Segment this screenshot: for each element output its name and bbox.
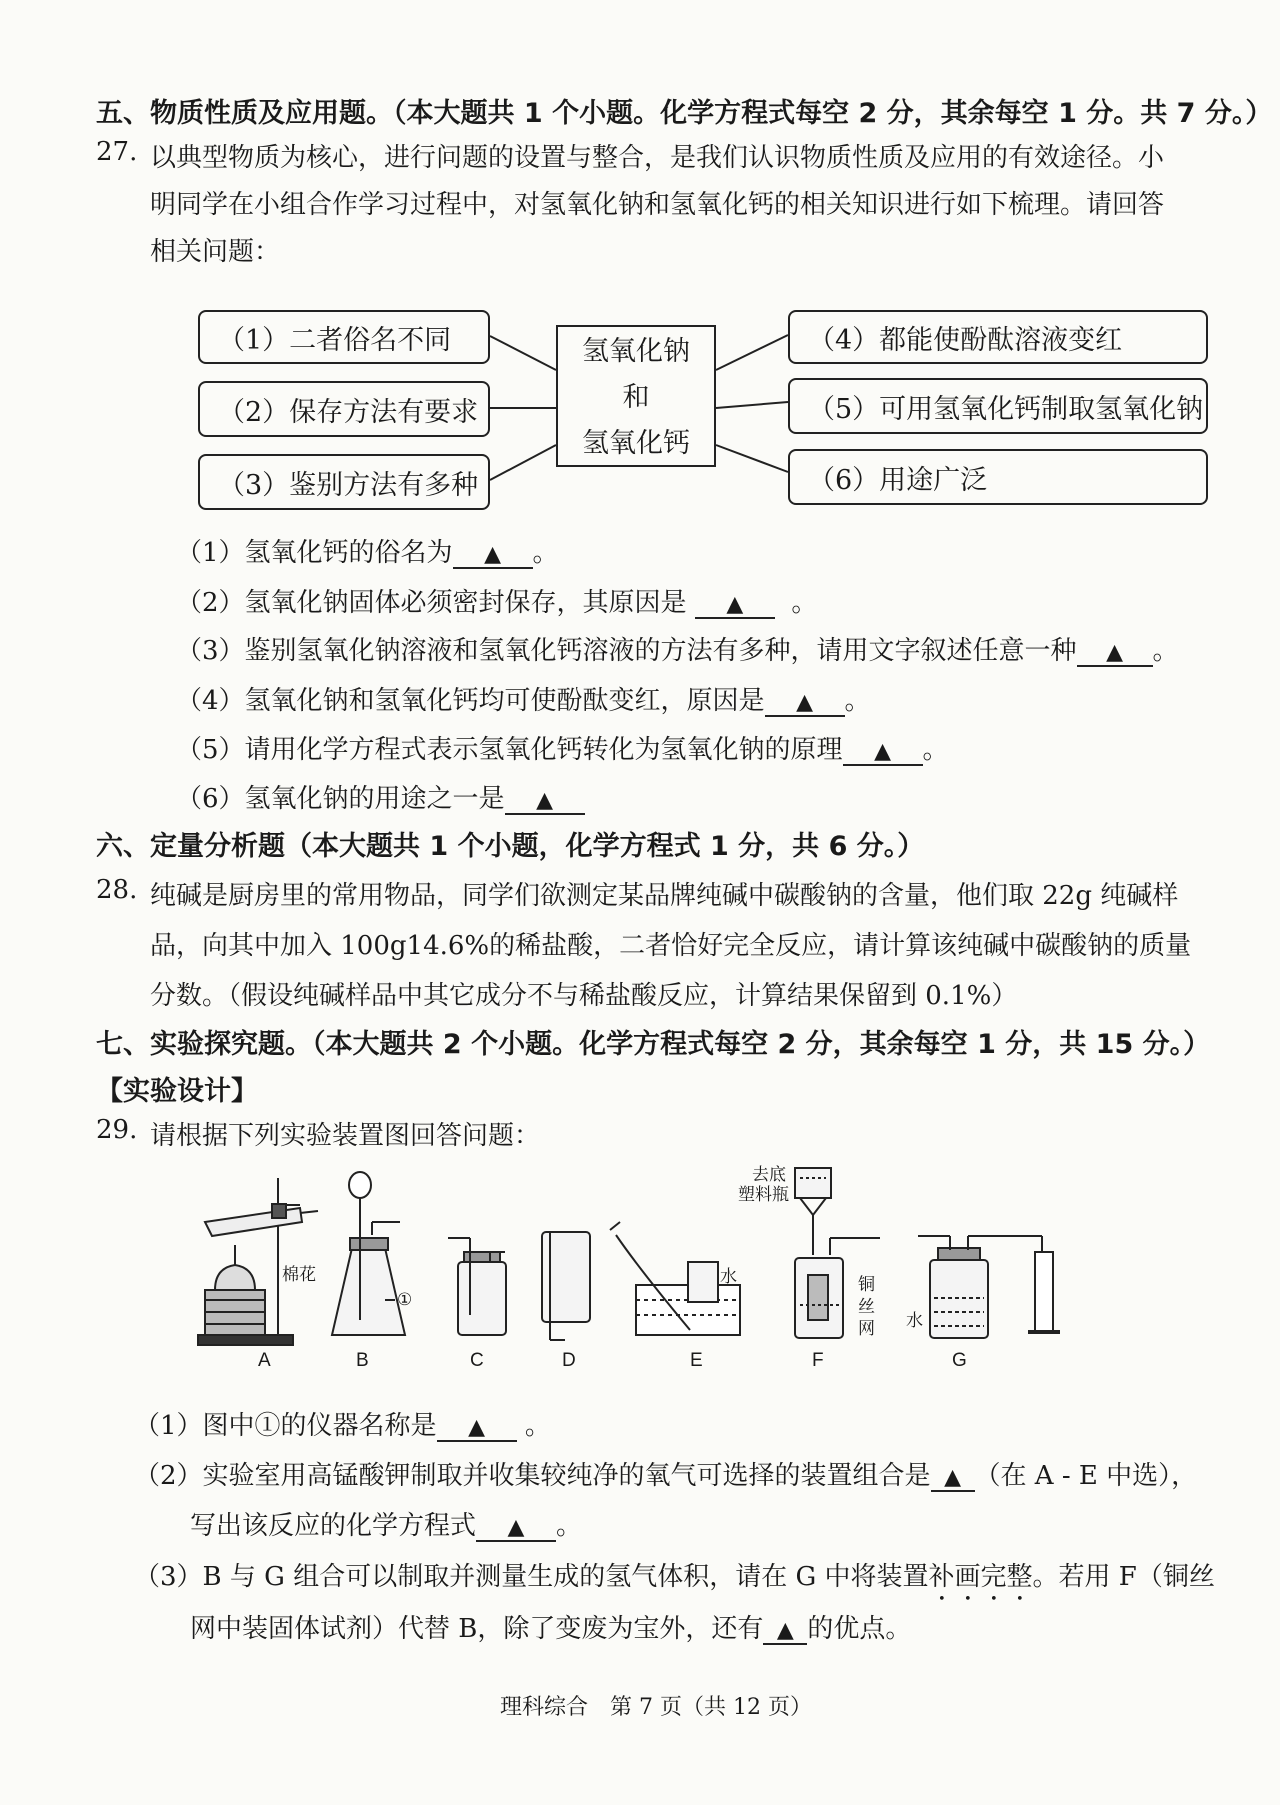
q28-text-line1: 纯碱是厨房里的常用物品，同学们欲测定某品牌纯碱中碳酸钠的含量，他们取 22g 纯碱样 <box>150 881 1179 911</box>
center-line2: 和 <box>622 382 650 413</box>
q29-sub2-line2 <box>190 1505 582 1542</box>
apparatus-label-e: E <box>690 1350 703 1371</box>
q27-sub6-text: （6）氢氧化钠的用途之一是 <box>176 784 505 814</box>
answer-blank[interactable]: ▲ <box>765 691 845 717</box>
answer-blank[interactable]: ▲ <box>1077 641 1153 667</box>
q29-sub2-text-a: （2）实验室用高锰酸钾制取并收集较纯净的氧气可选择的装置组合是 <box>134 1461 931 1491</box>
q27-text-line1: 以典型物质为核心，进行问题的设置与整合，是我们认识物质性质及应用的有效途径。小 <box>150 143 1165 173</box>
section-6-title: 六、定量分析题（本大题共 1 个小题，化学方程式 1 分，共 6 分。） <box>96 831 925 862</box>
q29-sub3-text-b: 。若用 F（铜丝 <box>1032 1562 1215 1592</box>
q27-sub2-end: 。 <box>791 588 818 618</box>
diagram-box-6: （6）用途广泛 <box>788 449 1208 505</box>
diagram-box-5: （5）可用氢氧化钙制取氢氧化钠 <box>788 378 1208 434</box>
bottle-label-line1: 去底 <box>752 1165 786 1185</box>
center-line1: 氢氧化钠 <box>582 336 690 367</box>
answer-blank[interactable]: ▲ <box>763 1619 807 1645</box>
page-footer: 理科综合 第 7 页（共 12 页） <box>500 1695 812 1720</box>
q29-intro: 请根据下列实验装置图回答问题： <box>150 1121 541 1151</box>
answer-blank[interactable]: ▲ <box>931 1466 975 1492</box>
q27-sub3-end: 。 <box>1152 636 1179 666</box>
q27-number: 27. <box>96 137 138 167</box>
diagram-box-3: （3）鉴别方法有多种 <box>198 454 490 510</box>
diagram-box-1: （1）二者俗名不同 <box>198 310 490 364</box>
apparatus-label-c: C <box>470 1350 484 1371</box>
q27-sub4-end: 。 <box>844 686 871 716</box>
q29-number: 29. <box>96 1115 138 1145</box>
q28-text-line3: 分数。（假设纯碱样品中其它成分不与稀盐酸反应，计算结果保留到 0.1%） <box>150 981 1018 1011</box>
section-7-title: 七、实验探究题。（本大题共 2 个小题。化学方程式每空 2 分，其余每空 1 分，共 15 分。） <box>96 1029 1211 1060</box>
q27-sub5-end: 。 <box>922 735 949 765</box>
water-label-g: 水 <box>906 1311 923 1331</box>
answer-blank[interactable]: ▲ <box>476 1516 556 1542</box>
q29-sub3-line2-text-b: 的优点。 <box>807 1614 912 1644</box>
copper-label-2: 丝 <box>858 1297 875 1317</box>
q29-sub1-end: 。 <box>524 1411 551 1441</box>
apparatus-label-a: A <box>258 1350 271 1371</box>
q27-sub4-text: （4）氢氧化钠和氢氧化钙均可使酚酞变红，原因是 <box>176 686 765 716</box>
answer-blank[interactable]: ▲ <box>843 740 923 766</box>
q29-sub2-end: 。 <box>556 1511 583 1541</box>
q29-sub3-line2-text-a: 网中装固体试剂）代替 B，除了变废为宝外，还有 <box>190 1614 764 1644</box>
q29-sub3-text-a: （3）B 与 G 组合可以制取并测量生成的氢气体积，请在 G 中将装置 <box>134 1562 929 1592</box>
q29-sub1 <box>134 1405 551 1442</box>
q27-sub2-text: （2）氢氧化钠固体必须密封保存，其原因是 <box>176 588 687 618</box>
answer-blank[interactable]: ▲ <box>695 593 775 619</box>
q29-sub1-text: （1）图中①的仪器名称是 <box>134 1411 437 1441</box>
section-5-title: 五、物质性质及应用题。（本大题共 1 个小题。化学方程式每空 2 分，其余每空 1 分。共 7 分。） <box>96 98 1273 129</box>
q27-text-line2: 明同学在小组合作学习过程中，对氢氧化钠和氢氧化钙的相关知识进行如下梳理。请回答 <box>150 190 1165 220</box>
q27-text-line3: 相关问题： <box>150 237 281 267</box>
q29-sub2-line2-text: 写出该反应的化学方程式 <box>190 1511 477 1541</box>
apparatus-label-b: B <box>356 1350 369 1371</box>
apparatus-label-d: D <box>562 1350 576 1371</box>
diagram-box-4: （4）都能使酚酞溶液变红 <box>788 310 1208 364</box>
q29-sub2 <box>134 1455 1197 1492</box>
answer-blank[interactable]: ▲ <box>453 543 533 569</box>
copper-label-3: 网 <box>858 1319 875 1339</box>
q28-text-line2: 品，向其中加入 100g14.6%的稀盐酸，二者恰好完全反应，请计算该纯碱中碳酸钠的质量 <box>150 931 1192 961</box>
water-label-e: 水 <box>720 1267 737 1287</box>
q29-sub3 <box>134 1556 1215 1607</box>
q27-sub5-text: （5）请用化学方程式表示氢氧化钙转化为氢氧化钠的原理 <box>176 735 843 765</box>
diagram-box-2: （2）保存方法有要求 <box>198 381 490 437</box>
copper-label-1: 铜 <box>858 1275 875 1295</box>
q27-sub1-end: 。 <box>532 538 559 568</box>
q27-sub3-text: （3）鉴别氢氧化钠溶液和氢氧化钙溶液的方法有多种，请用文字叙述任意一种 <box>176 636 1077 666</box>
answer-blank[interactable]: ▲ <box>437 1416 517 1442</box>
apparatus-label-f: F <box>812 1350 824 1371</box>
q29-sub3-emphasis: 补画完整 <box>928 1562 1033 1592</box>
q27-sub1-text: （1）氢氧化钙的俗名为 <box>176 538 453 568</box>
q29-sub2-text-b: （在 A - E 中选）， <box>974 1461 1198 1491</box>
q28-number: 28. <box>96 875 138 905</box>
circle-one-label: ① <box>397 1290 413 1310</box>
section-7-subheading: 【实验设计】 <box>96 1076 258 1107</box>
answer-blank[interactable]: ▲ <box>505 789 585 815</box>
center-line3: 氢氧化钙 <box>582 428 690 459</box>
cotton-label: 棉花 <box>282 1265 316 1285</box>
q29-sub3-line2 <box>190 1608 911 1645</box>
bottle-label-line2: 塑料瓶 <box>738 1185 789 1205</box>
apparatus-label-g: G <box>952 1350 967 1371</box>
